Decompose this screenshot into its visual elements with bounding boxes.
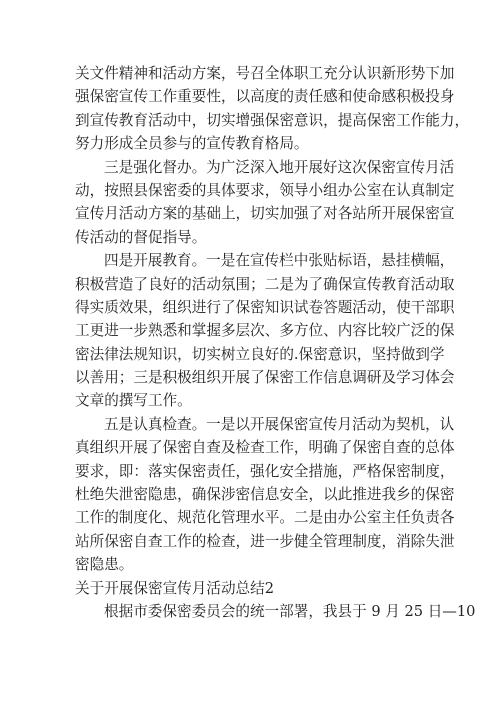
text-line: 以善用；三是积极组织开展了保密工作信息调研及学习体会 (75, 369, 455, 387)
text-line: 得实质效果，组织进行了保密知识试卷答题活动，使干部职 (75, 298, 455, 316)
text-line: 动，按照县保密委的具体要求，领导小组办公室在认真制定 (75, 181, 455, 199)
text-line: 工作的制度化、规范化管理水平。二是由办公室主任负责各 (75, 509, 455, 527)
text-line: 工更进一步熟悉和掌握多层次、多方位、内容比较广泛的保 (75, 322, 455, 340)
text-line: 强保密宣传工作重要性，以高度的责任感和使命感积极投身 (75, 88, 455, 106)
text-line: 密法律法规知识，切实树立良好的.保密意识，坚持做到学 (75, 345, 445, 363)
text-line: 三是强化督办。为广泛深入地开展好这次保密宣传月活 (104, 158, 455, 176)
text-line: 宣传月活动方案的基础上，切实加强了对各站所开展保密宣 (75, 205, 455, 223)
text-line: 到宣传教育活动中，切实增强保密意识，提高保密工作能力， (75, 111, 470, 129)
document-body (75, 62, 476, 623)
text-line: 积极营造了良好的活动氛围；二是为了确保宣传教育活动取 (75, 275, 455, 293)
text-line: 密隐患。 (75, 556, 134, 574)
text-line: 五是认真检查。一是以开展保密宣传月活动为契机，认 (104, 415, 455, 433)
text-line: 杜绝失泄密隐患，确保涉密信息安全，以此推进我乡的保密 (75, 486, 455, 504)
text-line: 传活动的督促指导。 (75, 228, 207, 246)
text-line: 站所保密自查工作的检查，进一步健全管理制度，消除失泄 (75, 532, 455, 550)
text-line: 四是开展教育。一是在宣传栏中张贴标语，悬挂横幅， (104, 252, 455, 270)
section-heading: 关于开展保密宣传月活动总结2 (75, 579, 275, 597)
text-line: 努力形成全员参与的宣传教育格局。 (75, 135, 309, 153)
text-line: 要求，即：落实保密责任，强化安全措施，严格保密制度， (75, 462, 455, 480)
text-line: 真组织开展了保密自查及检查工作，明确了保密自查的总体 (75, 439, 455, 457)
text-line: 关文件精神和活动方案，号召全体职工充分认识新形势下加 (75, 65, 455, 82)
text-line: 文章的撰写工作。 (75, 392, 192, 410)
text-line: 根据市委保密委员会的统一部署，我县于 9 月 25 日—10 (104, 602, 476, 620)
